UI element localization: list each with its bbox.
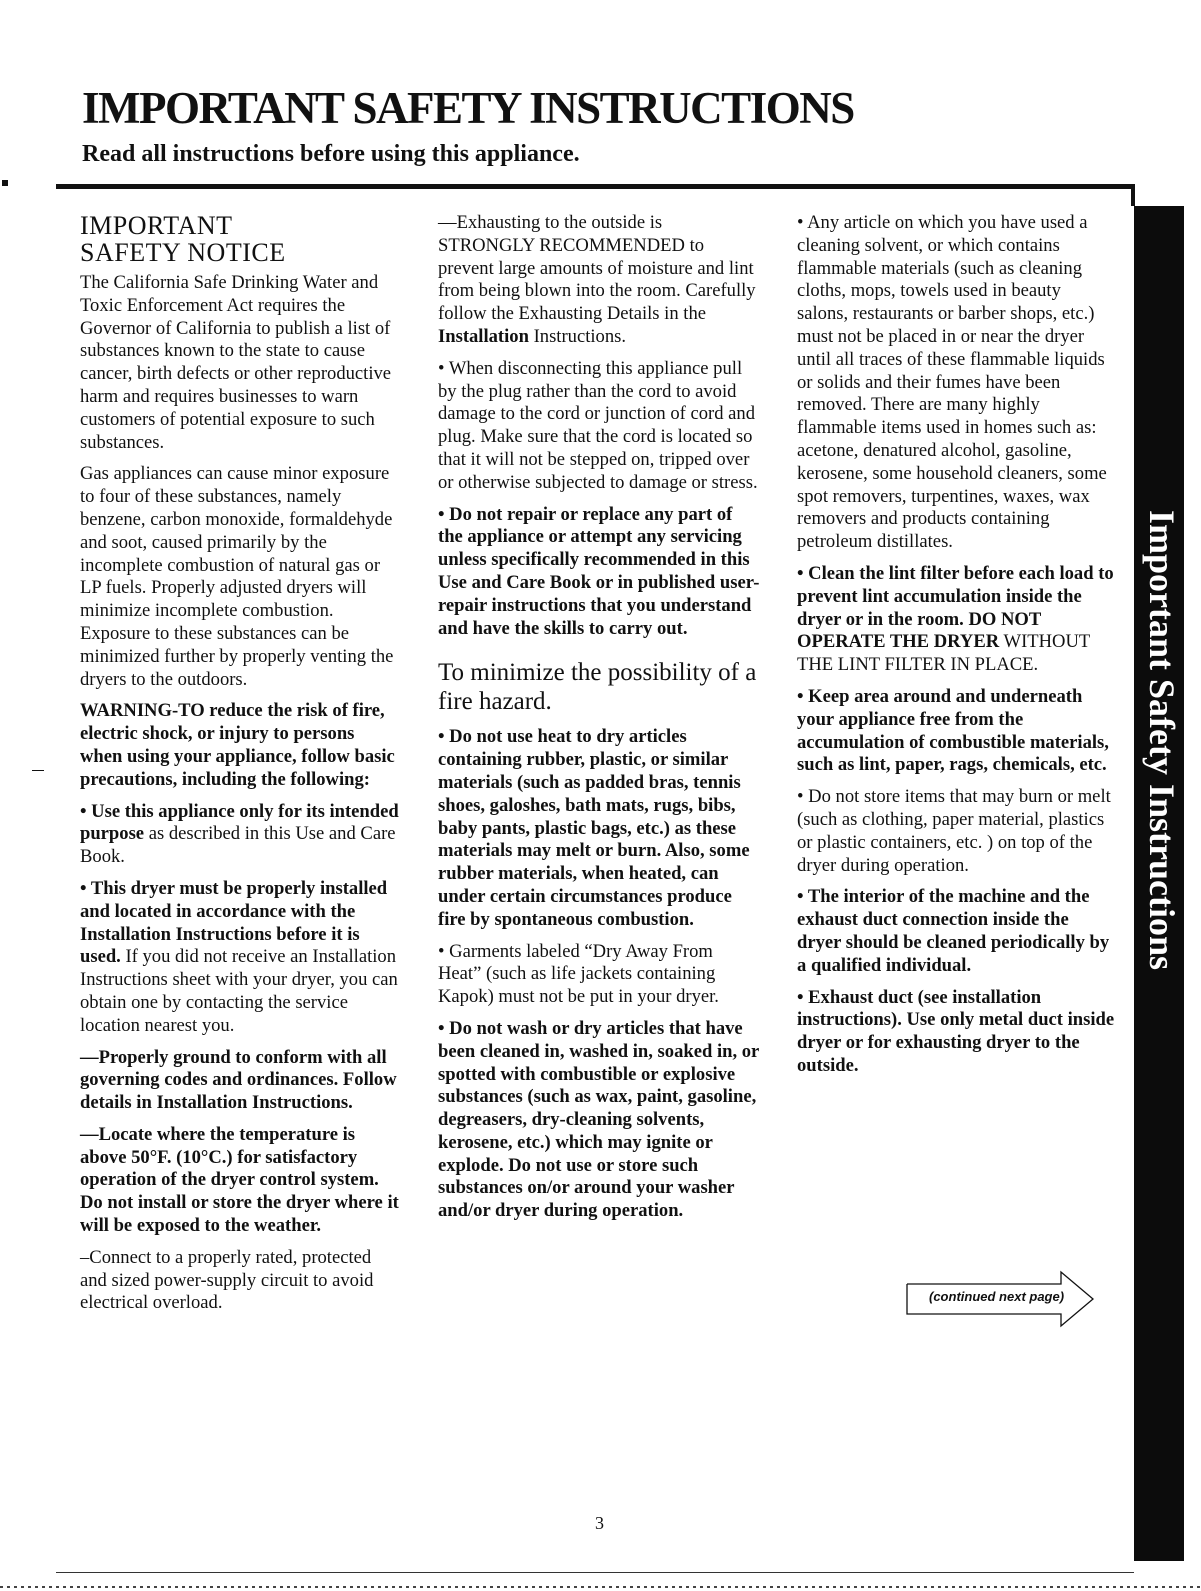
- bullet-intended-use-bold: • Use this appliance only for its intended purpose: [80, 800, 399, 845]
- bullet-installation-rest: If you did not receive an Installation Instructions sheet with your dryer, you can obtain one by contacting the service location nearest you.: [80, 946, 398, 1036]
- corner-mark: [2, 180, 8, 186]
- bullet-repair: • Do not repair or replace any part of the appliance or attempt any servicing unless specifically recommended in this Use and Care Book or in published user-repair instructions that you understand and have the skills to carry out.: [438, 503, 760, 639]
- dash-temperature: —Locate where the temperature is above 50°F. (10°C.) for satisfactory operation of the dryer control system. Do not install or store the dryer where it will be exposed to the weather.: [80, 1123, 399, 1237]
- notice-title-line-1: IMPORTANT: [80, 211, 233, 240]
- notice-paragraph-2: Gas appliances can cause minor exposure to four of these substances, namely benzene, carbon monoxide, formaldehyde and soot, caused primarily by the incomplete combustion of natural gas or LP fuels. Properly adjusted dryers will minimize incomplete combustion. Exposure to these substances can be minimized further by properly venting the dryers to the outdoors.: [80, 463, 394, 690]
- bullet-garments: • Garments labeled “Dry Away From Heat” (such as life jackets containing Kapok) must not be put in your dryer.: [438, 940, 719, 1008]
- continued-label: (continued next page): [929, 1289, 1065, 1304]
- bullet-solvent: • Any article on which you have used a cleaning solvent, or which contains flammable materials (such as cleaning cloths, mops, towels used in beauty salons, restaurants or barber shops, etc.) must not be placed in or near the dryer until all traces of these flammable liquids or solids and their fumes have been removed. There are many highly flammable items used in homes such as: acetone, denatured alcohol, gasoline, kerosene, some household cleaners, some spot removers, turpentines, waxes, wax removers and products containing petroleum distillates.: [797, 212, 1107, 553]
- bullet-intended-use: [80, 801, 400, 869]
- exhaust-text-caps: STRONGLY RECOMMENDED: [438, 234, 685, 256]
- margin-dash: [32, 770, 44, 771]
- page-title: IMPORTANT SAFETY INSTRUCTIONS: [82, 83, 854, 133]
- exhaust-text-b: to prevent large amounts of moisture and lint from being blown into the room. Carefully follow the Exhausting Details in the: [438, 234, 756, 325]
- top-rule: [56, 184, 1134, 189]
- notice-paragraph-1: The California Safe Drinking Water and Toxic Enforcement Act requires the Governor of California to publish a list of substances known to the state to cause cancer, birth defects or other reproductive harm and requires businesses to warn customers of potential exposure to such substances.: [80, 272, 392, 453]
- exhaust-text-bold: Installation: [438, 325, 529, 347]
- bullet-disconnect: • When disconnecting this appliance pull by the plug rather than the cord to avoid damage to the cord or junction of cord and plug. Make sure that the cord is located so that it will not be stepped on, tripped over or otherwise subjected to damage or stress.: [438, 357, 758, 493]
- exhaust-paragraph: [438, 212, 760, 349]
- page-number: 3: [595, 1513, 604, 1533]
- lint-filter-caps: WITHOUT THE LINT FILTER IN PLACE.: [797, 631, 1090, 676]
- notice-title-line-2: SAFETY NOTICE: [80, 238, 286, 267]
- exhaust-text-a: —Exhausting to the outside is: [438, 212, 663, 233]
- bottom-rule: [56, 1572, 1134, 1573]
- top-rule-end: [1131, 184, 1135, 206]
- bullet-combustible: • Do not wash or dry articles that have been cleaned in, washed in, soaked in, or spotted with combustible or explosive substances (such as wax, paint, gasoline, degreasers, dry-cleaning solvents, kerosene, etc.) which may ignite or explode. Do not use or store such substances on/or around your washer and/or dryer during operation.: [438, 1017, 759, 1222]
- bullet-exhaust-duct: • Exhaust duct (see installation instructions). Use only metal duct inside dryer or for exhausting dryer to the outside.: [797, 986, 1115, 1076]
- fire-hazard-heading: To minimize the possibility of a fire hazard.: [438, 659, 757, 716]
- exhaust-text-c: Instructions.: [528, 325, 627, 347]
- bullet-installation-bold: • This dryer must be properly installed and located in accordance with the Installation Instructions before it is used.: [80, 877, 388, 968]
- bullet-do-not-store: • Do not store items that may burn or melt (such as clothing, paper material, plastics or plastic containers, etc. ) on top of the dryer during operation.: [797, 786, 1111, 876]
- bottom-dotted-line: [0, 1586, 1201, 1588]
- column-1: [80, 212, 400, 1324]
- dash-power-supply: –Connect to a properly rated, protected and sized power-supply circuit to avoid electrical overload.: [80, 1246, 374, 1314]
- column-3: [797, 212, 1115, 1087]
- column-2: [438, 212, 760, 1232]
- bullet-keep-area: • Keep area around and underneath your appliance free from the accumulation of combustible materials, such as lint, paper, rags, chemicals, etc.: [797, 685, 1109, 776]
- side-tab-label: Important Safety Instructions: [1142, 509, 1182, 971]
- bullet-intended-use-rest: as described in this Use and Care Book.: [80, 823, 396, 868]
- lint-filter-bold: • Clean the lint filter before each load to prevent lint accumulation inside the dryer or in the room. DO NOT OPERATE THE DRYER: [797, 562, 1114, 653]
- continued-arrow: [905, 1282, 1090, 1313]
- bullet-interior-clean: • The interior of the machine and the exhaust duct connection inside the dryer should be cleaned periodically by a qualified individual.: [797, 886, 1110, 976]
- bullet-lint-filter: [797, 563, 1115, 677]
- dash-ground: —Properly ground to conform with all governing codes and ordinances. Follow details in Installation Instructions.: [80, 1046, 397, 1114]
- bullet-installation: [80, 878, 400, 1038]
- notice-title: [80, 212, 400, 266]
- page-subtitle: Read all instructions before using this appliance.: [82, 141, 580, 167]
- warning-paragraph: WARNING-TO reduce the risk of fire, electric shock, or injury to persons when using your appliance, follow basic precautions, including the following:: [80, 700, 395, 790]
- bullet-heat-rubber: • Do not use heat to dry articles containing rubber, plastic, or similar materials (such as padded bras, tennis shoes, galoshes, bath mats, rugs, bibs, baby pants, plastic bags, etc.) as these materials may melt or burn. Also, some rubber materials, when heated, can under certain circumstances produce fire by spontaneous combustion.: [438, 726, 750, 930]
